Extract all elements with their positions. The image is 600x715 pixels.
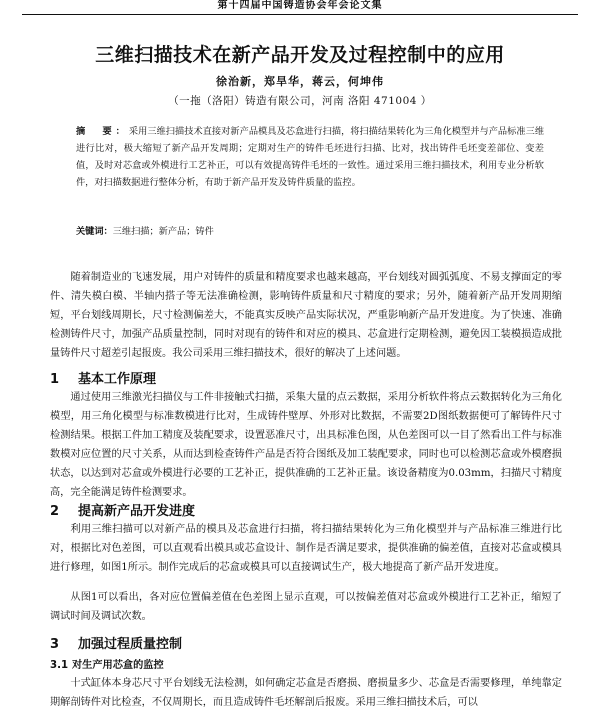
keywords-text: 三维扫描；新产品；铸件 (112, 226, 214, 237)
subsection-heading (50, 656, 164, 671)
section-heading-3 (50, 633, 182, 652)
paper-title: 三维扫描技术在新产品开发及过程控制中的应用 (95, 44, 505, 66)
subsection-title: 对生产用芯盒的监控 (72, 660, 164, 671)
keywords (76, 223, 544, 240)
running-header: 第十四届中国铸造协会年会论文集 (217, 0, 383, 11)
section-heading-2 (50, 500, 195, 519)
section-heading-1 (50, 368, 156, 387)
subsection-number: 3.1 (50, 660, 69, 671)
abstract (76, 123, 544, 191)
header-rule (22, 14, 578, 15)
abstract-label: 摘 要： (76, 126, 129, 137)
keywords-label: 关键词： (76, 226, 113, 237)
section-1-paragraph: 通过使用三维激光扫描仪与工件非接触式扫描，采集大量的点云数据，采用分析软件将点云数据转化为三角化模型，用三角化模型与标准数模进行比对，生成铸件壁厚、外形对比数据，不需要2D图纸数据便可了解铸件尺寸检测结果。根据工件加工精度及装配要求，设置恶准尺寸，出具标准色图，从色差图可以一目了然看出工件与标准数模对应位置的尺寸关系，从而达到检查铸件产品是否符合图纸及加工装配要求，同时也可以检测芯盒或外模磨损状态，以达到对芯盒或外模进行必要的工艺补正，提供准确的工艺补正量。该设备精度为0.03mm，扫描尺寸精度高，完全能满足铸件检测要求。 (50, 392, 562, 498)
section-number: 2 (50, 504, 60, 519)
abstract-text: 采用三维扫描技术直接对新产品模具及芯盒进行扫描，将扫描结果转化为三角化模型并与产品标准三维进行比对，极大缩短了新产品开发周期；定期对生产的铸件毛坯进行扫描、比对，找出铸件毛坯变差部位、变差值，及时对芯盒或外模进行工艺补正，可以有效提高铸件毛坯的一致性。通过采用三维扫描技术，利用专业分析软件，对扫描数据进行整体分析，有助于新产品开发及铸件质量的监控。 (76, 126, 545, 188)
section-2-paragraph-2: 从图1可以看出，各对应位置偏差值在色差图上显示直观，可以按偏差值对芯盒或外模进行工艺补正，缩短了调试时间及调试次数。 (50, 592, 562, 622)
affiliation: （一拖（洛阳）铸造有限公司，河南 洛阳 471004 ） (168, 95, 432, 107)
section-number: 3 (50, 637, 60, 652)
subsection-paragraph: 十式缸体本身芯尺寸平台划线无法检测，如何确定芯盒是否磨损、磨损量多少、芯盒是否需要修理，单纯靠定期解剖铸件对比检查，不仅周期长，而且造成铸件毛坯解剖后报废。采用三维扫描技术后，可以 (50, 678, 562, 708)
intro-paragraph: 随着制造业的飞速发展，用户对铸件的质量和精度要求也越来越高，平台划线对圆弧弧度、不易支撑面定的零件、清失模白模、半轴内搭子等无法准确检测，影响铸件质量和尺寸精度的要求；另外，随着新产品开发周期缩短，平台划线周期长，尺寸检测偏差大，不能真实反映产品实际状况，严重影响新产品开发进度。为了快速、准确检测铸件尺寸，加强产品质量控制，同时对现有的铸件和对应的模具、芯盒进行定期检测，避免因工装模损造成批量铸件尺寸超差引起报废。我公司采用三维扫描技术，很好的解决了上述问题。 (50, 272, 562, 359)
section-2-paragraph-1: 利用三维扫描可以对新产品的模具及芯盒进行扫描，将扫描结果转化为三角化模型并与产品标准三维进行比对，根据比对色差图，可以直观看出模具或芯盒设计、制作是否满足要求，提供准确的偏差值，直接对芯盒或模具进行修理，如图1所示。制作完成后的芯盒或模具可以直接调试生产，极大地提高了新产品开发进度。 (50, 524, 562, 573)
section-title: 提高新产品开发进度 (78, 504, 196, 519)
section-title: 加强过程质量控制 (78, 637, 183, 652)
section-number: 1 (50, 372, 60, 387)
authors: 徐治新，郑旱华，蒋云，何坤伟 (216, 75, 384, 88)
section-title: 基本工作原理 (78, 372, 157, 387)
